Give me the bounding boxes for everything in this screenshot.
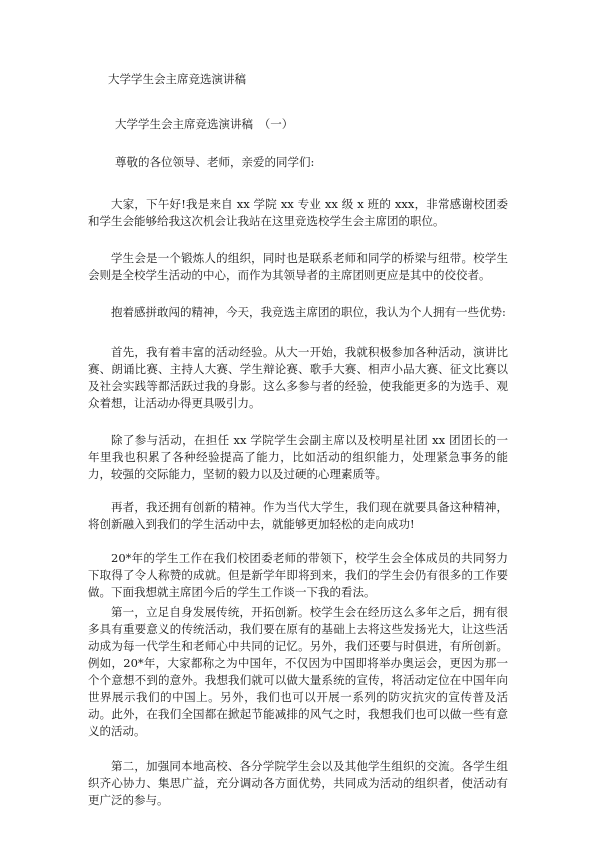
paragraph: 首先，我有着丰富的活动经验。从大一开始，我就积极参加各种活动，演讲比赛、朗诵比赛、主持人大赛、学生辩论赛、歌手大赛、相声小品大赛、征文比赛以及社会实践等都活跃过我的身影。这么多参与者的经验，使我能更多的为选手、观众着想，让活动办得更具吸引力。 xyxy=(88,345,508,410)
paragraph: 第一，立足自身发展传统，开拓创新。校学生会在经历这么多年之后，拥有很多具有重要意义的传统活动，我们要在原有的基础上去将这些发扬光大，让这些活动成为每一代学生和老师心中共同的记忆。另外，我们还要与时俱进，有所创新。例如，20*年，大家都称之为中国年，不仅因为中国即将举办奥运会，更因为那一个个意想不到的意外。我想我们就可以做大量系统的宣传，将活动定位在中国年向世界展示我们的中国上。另外，我们也可以开展一系列的防灾抗灾的宣传普及活动。此外，在我们全国都在掀起节能减排的风气之时，我想我们也可以做一些有意义的活动。 xyxy=(88,605,508,738)
paragraph: 抱着感拼敢闯的精神，今天，我竞选主席团的职位，我认为个人拥有一些优势: xyxy=(111,305,506,319)
paragraph: 大家，下午好!我是来自 xx 学院 xx 专业 xx 级 x 班的 xxx，非常感谢校团委和学生会能够给我这次机会让我站在这里竞选校学生会主席团的职位。 xyxy=(88,197,508,228)
greeting: 尊敬的各位领导、老师，亲爱的同学们: xyxy=(115,155,315,169)
paragraph: 再者，我还拥有创新的精神。作为当代大学生，我们现在就要具备这种精神，将创新融入到我们的学生活动中去，就能够更加轻松的走向成功! xyxy=(88,500,508,531)
paragraph: 第二，加强同本地高校、各分学院学生会以及其他学生组织的交流。各学生组织齐心协力、集思广益，充分调动各方面优势，共同成为活动的组织者，使活动有更广泛的参与。 xyxy=(88,759,508,807)
paragraph: 除了参与活动，在担任 xx 学院学生会副主席以及校明星社团 xx 团团长的一年里我也积累了各种经验提高了能力，比如活动的组织能力，处理紧急事务的能力，较强的交际能力，坚韧的毅力以及过硬的心理素质等。 xyxy=(88,433,508,481)
document-subtitle: 大学学生会主席竞选演讲稿 （一） xyxy=(115,117,294,131)
document-title: 大学学生会主席竞选演讲稿 xyxy=(108,72,246,86)
paragraph: 学生会是一个锻炼人的组织，同时也是联系老师和同学的桥梁与纽带。校学生会则是全校学生活动的中心，而作为其领导者的主席团则更应是其中的佼佼者。 xyxy=(88,251,508,282)
paragraph: 20*年的学生工作在我们校团委老师的带领下，校学生会全体成员的共同努力下取得了令人称赞的成就。但是新学年即将到来，我们的学生会仍有很多的工作要做。下面我想就主席团今后的学生工作谈一下我的看法。 xyxy=(88,551,508,599)
